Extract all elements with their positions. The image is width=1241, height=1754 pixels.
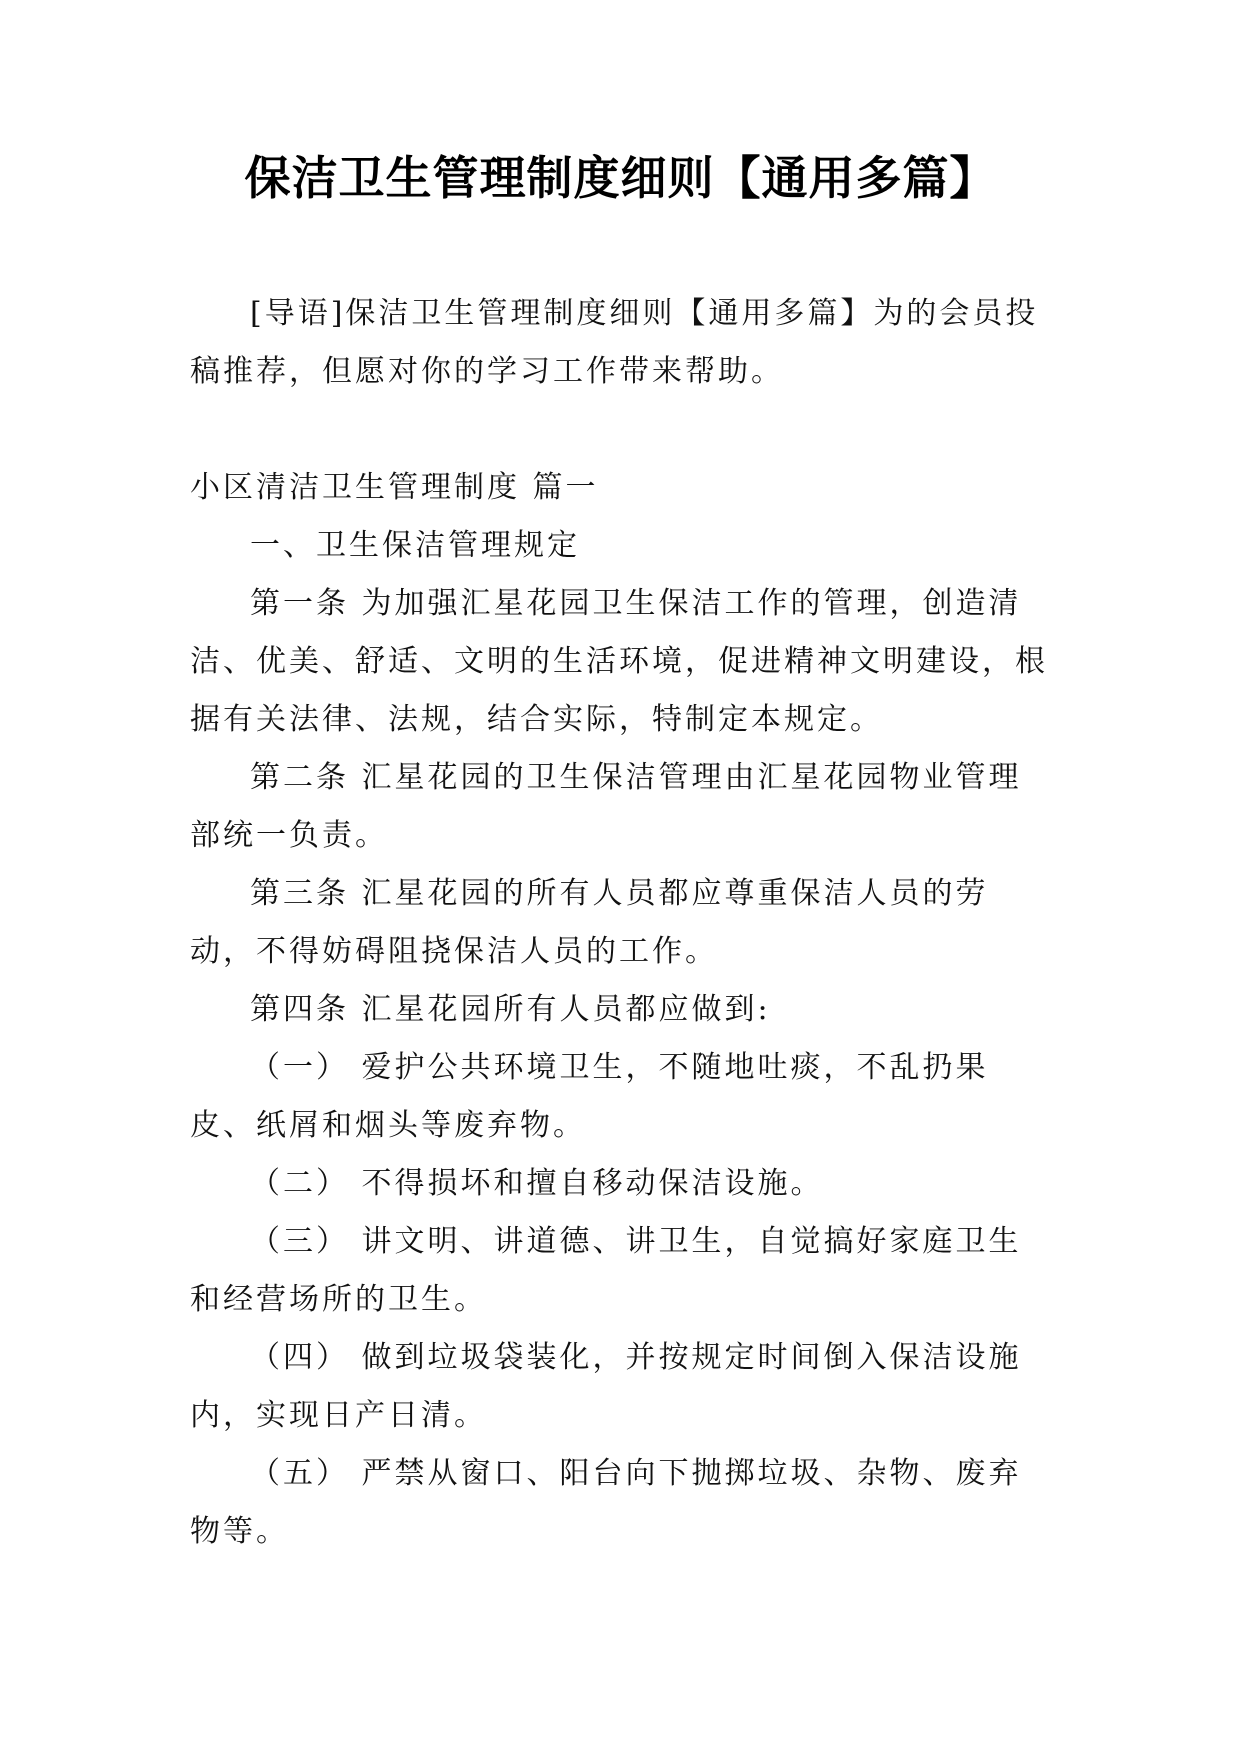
paragraph-part-heading: 一、卫生保洁管理规定 bbox=[250, 528, 580, 563]
document-title: 保洁卫生管理制度细则【通用多篇】 bbox=[244, 151, 997, 205]
paragraph-article-3: 第三条 汇星花园的所有人员都应尊重保洁人员的劳动，不得妨碍阻挠保洁人员的工作。 bbox=[190, 876, 989, 969]
section-heading: 小区清洁卫生管理制度 篇一 bbox=[190, 470, 599, 505]
document-body bbox=[190, 285, 1052, 1561]
paragraph-item-5: （五） 严禁从窗口、阳台向下抛掷垃圾、杂物、废弃物等。 bbox=[190, 1456, 1022, 1549]
paragraph-article-4: 第四条 汇星花园所有人员都应做到: bbox=[250, 992, 771, 1027]
paragraph-article-1: 第一条 为加强汇星花园卫生保洁工作的管理，创造清洁、优美、舒适、文明的生活环境，促进精神文明建设，根据有关法律、法规，结合实际，特制定本规定。 bbox=[190, 586, 1048, 737]
paragraph-item-3: （三） 讲文明、讲道德、讲卫生，自觉搞好家庭卫生和经营场所的卫生。 bbox=[190, 1224, 1022, 1317]
paragraph-item-2: （二） 不得损坏和擅自移动保洁设施。 bbox=[250, 1166, 824, 1201]
intro-paragraph: [导语]保洁卫生管理制度细则【通用多篇】为的会员投稿推荐，但愿对你的学习工作带来帮助。 bbox=[190, 296, 1039, 389]
paragraph-article-2: 第二条 汇星花园的卫生保洁管理由汇星花园物业管理部统一负责。 bbox=[190, 760, 1022, 853]
paragraph-item-4: （四） 做到垃圾袋装化，并按规定时间倒入保洁设施内，实现日产日清。 bbox=[190, 1340, 1022, 1433]
paragraph-item-1: （一） 爱护公共环境卫生，不随地吐痰，不乱扔果皮、纸屑和烟头等废弃物。 bbox=[190, 1050, 989, 1143]
